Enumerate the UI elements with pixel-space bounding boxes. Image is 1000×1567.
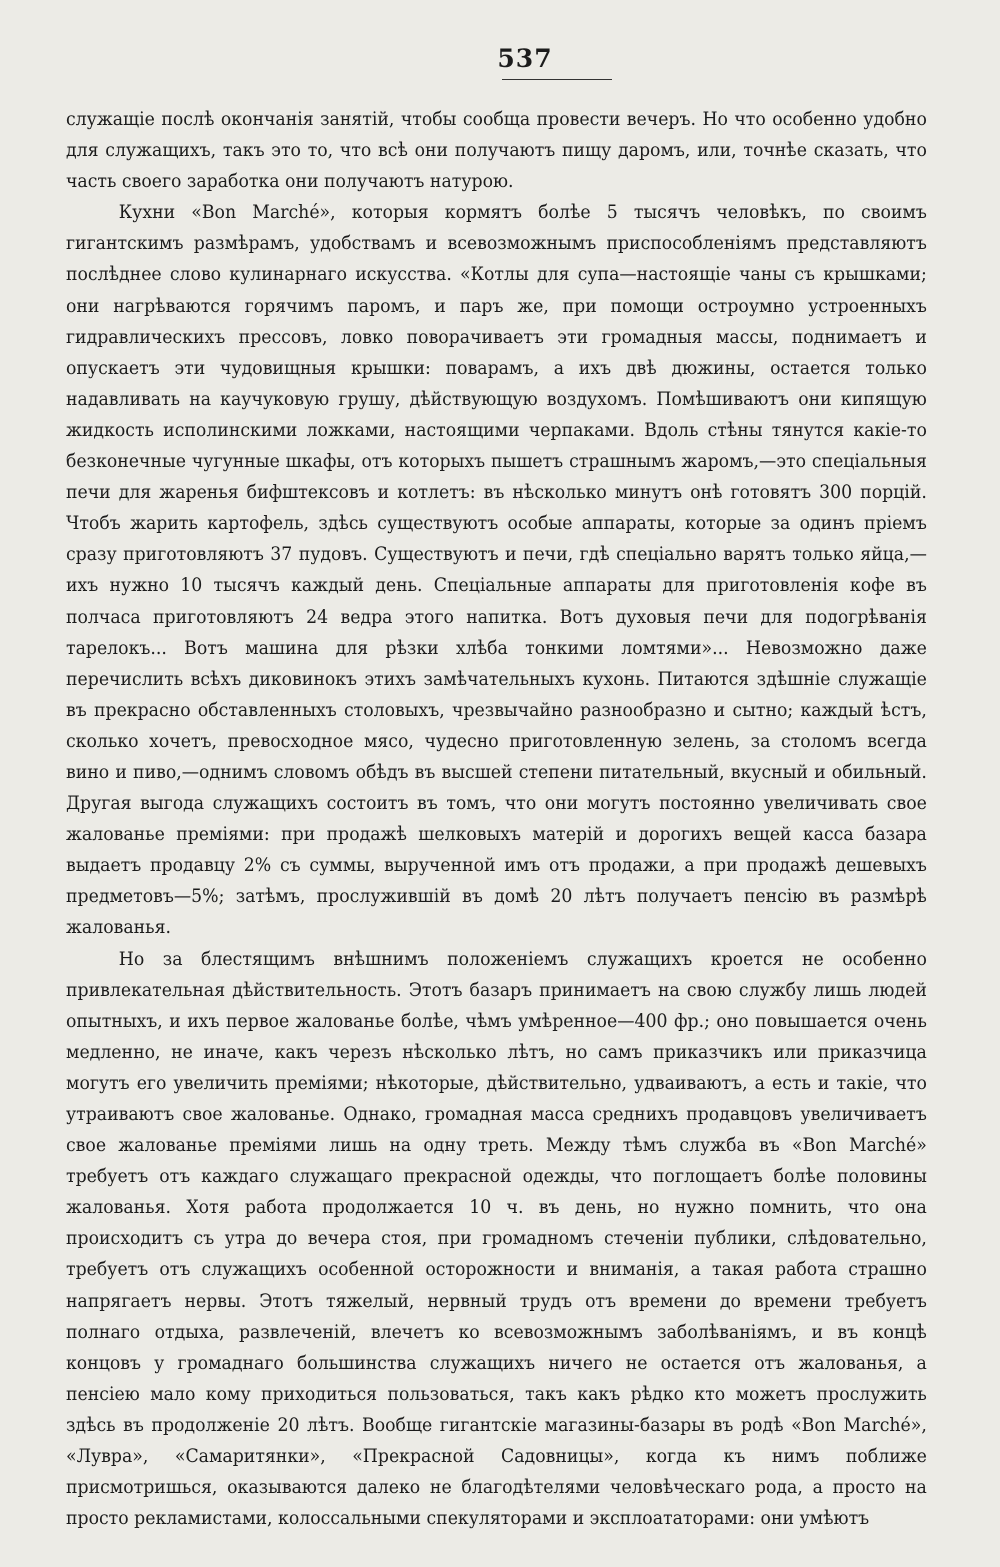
page-number-rule <box>502 79 612 80</box>
paragraph: служащіе послѣ окончанія занятій, чтобы сообща провести вечеръ. Но что особенно удобно для служащихъ, такъ это то, что всѣ они получаютъ пищу даромъ, или, точнѣе сказать, что часть своего заработка они получаютъ натурою. <box>66 108 927 193</box>
page-number: 537 <box>497 44 553 73</box>
body-text <box>66 104 927 1534</box>
paragraph: Кухни «Bon Marché», которыя кормятъ болѣе 5 тысячъ человѣкъ, по своимъ гигантскимъ размѣрамъ, удобствамъ и всевозможнымъ приспособленіямъ представляютъ послѣднее слово кулинарнаго искусства. «Котлы для супа—настоящіе чаны съ крышками; они нагрѣваются горячимъ паромъ, и паръ же, при помощи остроумно устроенныхъ гидравлическихъ прессовъ, ловко поворачиваетъ эти громадныя массы, поднимаетъ и опускаетъ эти чудовищныя крышки: поварамъ, а ихъ двѣ дюжины, остается только надавливать на каучуковую грушу, дѣйствующую воздухомъ. Помѣшиваютъ они кипящую жидкость исполинскими ложками, настоящими черпаками. Вдоль стѣны тянутся какіе-то безконечные чугунные шкафы, отъ которыхъ пышетъ страшнымъ жаромъ,—это спеціальныя печи для жаренья бифштексовъ и котлетъ: въ нѣсколько минутъ онѣ готовятъ 300 порцій. Чтобъ жарить картофель, здѣсь существуютъ особые аппараты, которые за одинъ пріемъ сразу приготовляютъ 37 пудовъ. Существуютъ и печи, гдѣ спеціально варятъ только яйца,—ихъ нужно 10 тысячъ каждый день. Спеціальные аппараты для приготовленія кофе въ полчаса приготовляютъ 24 ведра этого напитка. Вотъ духовыя печи для подогрѣванія тарелокъ... Вотъ машина для рѣзки хлѣба тонкими ломтями»... Невозможно даже перечислить всѣхъ диковинокъ этихъ замѣчательныхъ кухонь. Питаются здѣшніе служащіе въ прекрасно обставленныхъ столовыхъ, чрезвычайно разнообразно и сытно; каждый ѣстъ, сколько хочетъ, превосходное мясо, чудесно приготовленную зелень, за столомъ всегда вино и пиво,—однимъ словомъ обѣдъ въ высшей степени питательный, вкусный и обильный. Другая выгода служащихъ состоитъ въ томъ, что они могутъ постоянно увеличивать свое жалованье преміями: при продажѣ шелковыхъ матерій и дорогихъ вещей касса базара выдаетъ продавцу 2% съ суммы, вырученной имъ отъ продажи, а при продажѣ дешевыхъ предметовъ—5%; затѣмъ, прослужившій въ домѣ 20 лѣтъ получаетъ пенсію въ размѣрѣ жалованья. <box>66 201 927 939</box>
paragraph: Но за блестящимъ внѣшнимъ положеніемъ служащихъ кроется не особенно привлекательная дѣйствительность. Этотъ базаръ принимаетъ на свою службу лишь людей опытныхъ, и ихъ первое жалованье болѣе, чѣмъ умѣренное—400 фр.; оно повышается очень медленно, не иначе, какъ черезъ нѣсколько лѣтъ, но самъ приказчикъ или приказчица могутъ его увеличить преміями; нѣкоторые, дѣйствительно, удваиваютъ, а есть и такіе, что утраиваютъ свое жалованье. Однако, громадная масса среднихъ продавцовъ увеличиваетъ свое жалованье преміями лишь на одну треть. Между тѣмъ служба въ «Bon Marché» требуетъ отъ каждаго служащаго прекрасной одежды, что поглощаетъ болѣе половины жалованья. Хотя работа продолжается 10 ч. въ день, но нужно помнить, что она происходитъ съ утра до вечера стоя, при громадномъ стеченіи публики, слѣдовательно, требуетъ отъ служащихъ особенной осторожности и вниманія, а такая работа страшно напрягаетъ нервы. Этотъ тяжелый, нервный трудъ отъ времени до времени требуетъ полнаго отдыха, развлеченій, влечетъ ко всевозможнымъ заболѣваніямъ, и въ концѣ концовъ у громаднаго большинства служащихъ ничего не остается отъ жалованья, а пенсіею мало кому приходиться пользоваться, такъ какъ рѣдко кто можетъ прослужить здѣсь въ продолженіе 20 лѣтъ. Вообще гигантскіе магазины-базары въ родѣ «Bon Marché», «Лувра», «Самаритянки», «Прекрасной Садовницы», когда къ нимъ поближе присмотришься, оказываются далеко не благодѣтелями человѣческаго рода, а просто на просто рекламистами, колоссальными спекуляторами и эксплоататорами: они умѣютъ <box>66 947 927 1530</box>
